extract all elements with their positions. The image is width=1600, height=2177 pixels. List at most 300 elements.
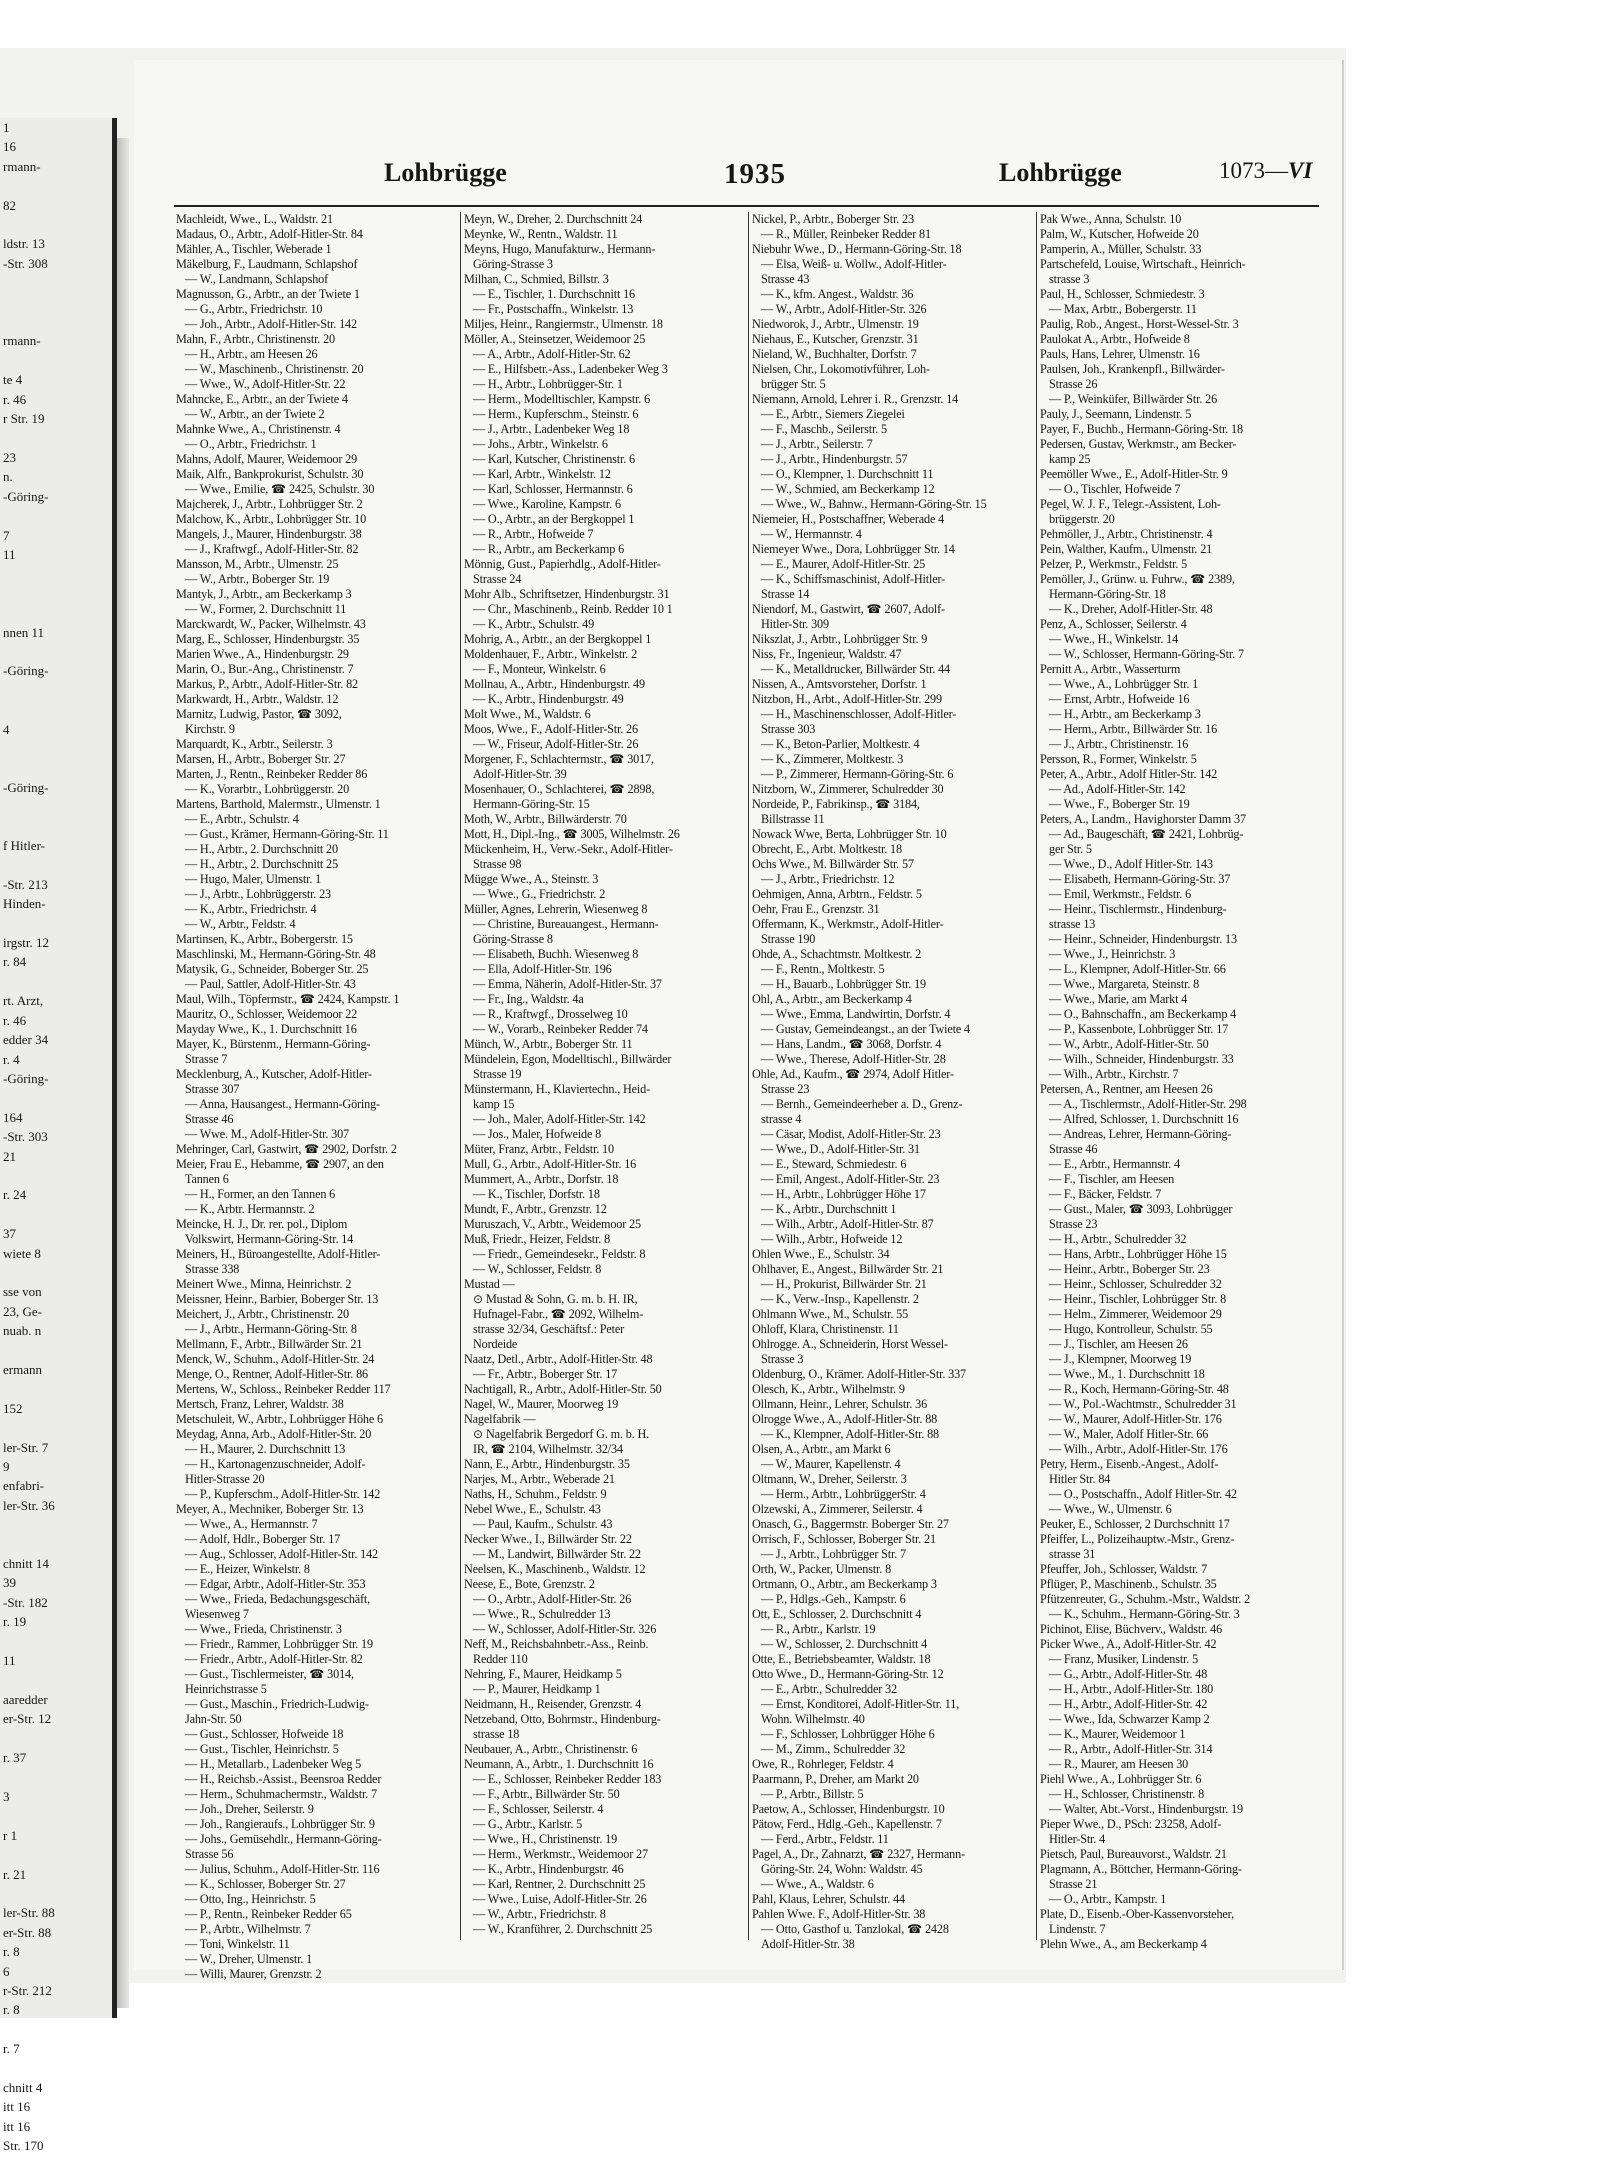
left-page-text-fragment: nnen 11 bbox=[3, 624, 45, 640]
left-page-text-fragment: 23 bbox=[3, 449, 16, 465]
directory-entry: — W., Maurer, Kapellenstr. 4 bbox=[761, 1457, 901, 1471]
directory-entry: Ohlmann Wwe., M., Schulstr. 55 bbox=[752, 1307, 909, 1321]
directory-entry: Pemöller, J., Grünw. u. Fuhrw., ☎ 2389, bbox=[1040, 572, 1235, 586]
left-page-text-fragment bbox=[0, 293, 112, 312]
directory-column-2 bbox=[464, 212, 746, 1952]
directory-entry: — Wwe., G., Friedrichstr. 2 bbox=[473, 887, 606, 901]
directory-entry-continuation: Strasse 3 bbox=[761, 1352, 804, 1366]
left-page-text-fragment bbox=[0, 1671, 112, 1690]
directory-entry: — Emil, Werkmstr., Feldstr. 6 bbox=[1049, 887, 1192, 901]
directory-entry: Nickel, P., Arbtr., Boberger Str. 23 bbox=[752, 212, 914, 226]
directory-entry: Peemöller Wwe., E., Adolf-Hitler-Str. 9 bbox=[1040, 467, 1228, 481]
directory-entry: Ohle, Ad., Kaufm., ☎ 2974, Adolf Hitler- bbox=[752, 1067, 954, 1081]
directory-entry: Mollnau, A., Arbtr., Hindenburgstr. 49 bbox=[464, 677, 645, 691]
directory-entry-continuation: Jahn-Str. 50 bbox=[185, 1712, 242, 1726]
directory-entry: — H., Arbtr., 2. Durchschnitt 25 bbox=[185, 857, 338, 871]
directory-entry: Marg, E., Schlosser, Hindenburgstr. 35 bbox=[176, 632, 360, 646]
directory-entry: — P., Arbtr., Billstr. 5 bbox=[761, 1787, 864, 1801]
directory-entry-continuation: Billstrasse 11 bbox=[761, 812, 825, 826]
directory-entry: — W., Arbtr., Adolf-Hitler-Str. 326 bbox=[761, 302, 927, 316]
left-page-text-fragment: r. 24 bbox=[3, 1187, 27, 1203]
left-page-text-fragment bbox=[0, 1845, 112, 1864]
directory-entry: Peter, A., Arbtr., Adolf Hitler-Str. 142 bbox=[1040, 767, 1218, 781]
directory-entry: Mayer, K., Bürstenm., Hermann-Göring- bbox=[176, 1037, 371, 1051]
page-number-suffix: VI bbox=[1288, 158, 1313, 183]
directory-entry: Nordeide, P., Fabrikinsp., ☎ 3184, bbox=[752, 797, 920, 811]
directory-entry: — Ad., Baugeschäft, ☎ 2421, Lohbrüg- bbox=[1049, 827, 1244, 841]
directory-entry-continuation: Hitler Str. 84 bbox=[1049, 1472, 1111, 1486]
directory-entry: — Paul, Kaufm., Schulstr. 43 bbox=[473, 1517, 613, 1531]
left-page-text-fragment: rmann- bbox=[3, 158, 41, 174]
directory-entry: — Wwe., A., Lohbrügger Str. 1 bbox=[1049, 677, 1199, 691]
directory-entry: — Ernst, Konditorei, Adolf-Hitler-Str. 11, bbox=[761, 1697, 960, 1711]
directory-entry-continuation: Strasse 26 bbox=[1049, 377, 1098, 391]
left-page-text-fragment: 164 bbox=[3, 1109, 23, 1125]
left-page-text-fragment: -Göring- bbox=[3, 1070, 49, 1086]
directory-entry: Pelzer, P., Werkmstr., Feldstr. 5 bbox=[1040, 557, 1188, 571]
directory-entry: — W., Maler, Adolf Hitler-Str. 66 bbox=[1049, 1427, 1209, 1441]
directory-entry: Machleidt, Wwe., L., Waldstr. 21 bbox=[176, 212, 333, 226]
directory-columns bbox=[176, 212, 1321, 1981]
directory-entry: Nagelfabrik — bbox=[464, 1412, 536, 1426]
directory-entry: Mecklenburg, A., Kutscher, Adolf-Hitler- bbox=[176, 1067, 372, 1081]
directory-entry: Malchow, K., Arbtr., Lohbrügger Str. 10 bbox=[176, 512, 367, 526]
directory-entry-continuation: IR, ☎ 2104, Wilhelmstr. 32/34 bbox=[473, 1442, 623, 1456]
left-page-text-fragment bbox=[0, 1205, 112, 1224]
directory-entry: — Heinr., Tischlermstr., Hindenburg- bbox=[1049, 902, 1227, 916]
directory-entry: Niendorf, M., Gastwirt, ☎ 2607, Adolf- bbox=[752, 602, 945, 616]
directory-entry: Picker Wwe., A., Adolf-Hitler-Str. 42 bbox=[1040, 1637, 1217, 1651]
directory-entry: Mosenhauer, O., Schlachterei, ☎ 2898, bbox=[464, 782, 655, 796]
directory-entry: ⊙ Mustad & Sohn, G. m. b. H. IR, bbox=[473, 1292, 638, 1306]
directory-entry: ⊙ Nagelfabrik Bergedorf G. m. b. H. bbox=[473, 1427, 649, 1441]
directory-entry: — H., Bauarb., Lohbrügger Str. 19 bbox=[761, 977, 926, 991]
directory-entry: Plate, D., Eisenb.-Ober-Kassenvorsteher, bbox=[1040, 1907, 1234, 1921]
directory-entry: — R., Arbtr., Karlstr. 19 bbox=[761, 1622, 876, 1636]
directory-entry: Pamperin, A., Müller, Schulstr. 33 bbox=[1040, 242, 1202, 256]
directory-entry: — Wilh., Arbtr., Hofweide 12 bbox=[761, 1232, 903, 1246]
directory-entry: — Johs., Gemüsehdlr., Hermann-Göring- bbox=[185, 1832, 382, 1846]
directory-entry: — E., Arbtr., Hermannstr. 4 bbox=[1049, 1157, 1181, 1171]
directory-entry: Pegel, W. J. F., Telegr.-Assistent, Loh- bbox=[1040, 497, 1221, 511]
directory-entry-continuation: Göring-Str. 24, Wohn: Waldstr. 45 bbox=[761, 1862, 923, 1876]
directory-entry: — J., Arbtr., Hindenburgstr. 57 bbox=[761, 452, 908, 466]
left-page-text-fragment bbox=[0, 914, 112, 933]
directory-entry: — J., Arbtr., Lohbrügger Str. 7 bbox=[761, 1547, 906, 1561]
directory-entry: — W., Landmann, Schlapshof bbox=[185, 272, 329, 286]
directory-entry: Marin, O., Bur.-Ang., Christinenstr. 7 bbox=[176, 662, 354, 676]
directory-entry: — H., Arbtr., Adolf-Hitler-Str. 42 bbox=[1049, 1697, 1208, 1711]
directory-entry: Nieland, W., Buchhalter, Dorfstr. 7 bbox=[752, 347, 917, 361]
directory-entry: Peuker, E., Schlosser, 2 Durchschnitt 17 bbox=[1040, 1517, 1230, 1531]
directory-entry: — Wwe., Frieda, Christinenstr. 3 bbox=[185, 1622, 342, 1636]
directory-entry: — F., Rentn., Moltkestr. 5 bbox=[761, 962, 885, 976]
directory-entry: — Alfred, Schlosser, 1. Durchschnitt 16 bbox=[1049, 1112, 1239, 1126]
directory-entry: — Julius, Schuhm., Adolf-Hitler-Str. 116 bbox=[185, 1862, 380, 1876]
directory-entry: — H., Kartonagenzuschneider, Adolf- bbox=[185, 1457, 366, 1471]
directory-entry: Paulig, Rob., Angest., Horst-Wessel-Str. 3 bbox=[1040, 317, 1239, 331]
directory-entry: — K., Zimmerer, Moltkestr. 3 bbox=[761, 752, 904, 766]
directory-entry: — J., Klempner, Moorweg 19 bbox=[1049, 1352, 1192, 1366]
directory-entry: — W., Arbtr., an der Twiete 2 bbox=[185, 407, 325, 421]
directory-entry: Neelsen, K., Maschinenb., Waldstr. 12 bbox=[464, 1562, 646, 1576]
directory-entry: — O., Arbtr., Kampstr. 1 bbox=[1049, 1892, 1167, 1906]
directory-entry: Partschefeld, Louise, Wirtschaft., Heinrich- bbox=[1040, 257, 1246, 271]
directory-entry: — Fr., Ing., Waldstr. 4a bbox=[473, 992, 584, 1006]
directory-entry: — J., Arbtr., Friedrichstr. 12 bbox=[761, 872, 895, 886]
book-gutter bbox=[117, 138, 129, 2008]
directory-entry: Marten, J., Rentn., Reinbeker Redder 86 bbox=[176, 767, 368, 781]
directory-entry: Ohlrogge. A., Schneiderin, Horst Wessel- bbox=[752, 1337, 948, 1351]
left-page-fragment bbox=[0, 118, 117, 2154]
left-page-text-fragment: chnitt 4 bbox=[3, 2080, 43, 2096]
left-page-text-fragment: -Göring- bbox=[3, 779, 49, 795]
left-page-text-fragment: 152 bbox=[3, 1400, 23, 1416]
directory-entry: Neidmann, H., Reisender, Grenzstr. 4 bbox=[464, 1697, 642, 1711]
directory-entry: Mönnig, Gust., Papierhdlg., Adolf-Hitler- bbox=[464, 557, 661, 571]
directory-entry: — P., Weinküfer, Billwärder Str. 26 bbox=[1049, 392, 1218, 406]
left-page-text-fragment bbox=[0, 758, 112, 777]
left-page-text-fragment: enfabri- bbox=[3, 1478, 45, 1494]
left-page-text-fragment bbox=[0, 506, 112, 525]
directory-entry: Moos, Wwe., F., Adolf-Hitler-Str. 26 bbox=[464, 722, 638, 736]
directory-entry: Niemeier, H., Postschaffner, Weberade 4 bbox=[752, 512, 945, 526]
directory-entry: — Karl, Arbtr., Winkelstr. 12 bbox=[473, 467, 611, 481]
directory-entry-continuation: Strasse 190 bbox=[761, 932, 816, 946]
directory-entry: Neff, M., Reichsbahnbetr.-Ass., Reinb. bbox=[464, 1637, 649, 1651]
left-page-text-fragment: r. 46 bbox=[3, 1012, 27, 1028]
directory-entry: — Herm., Arbtr., LohbrüggerStr. 4 bbox=[761, 1487, 926, 1501]
directory-entry: — Paul, Sattler, Adolf-Hitler-Str. 43 bbox=[185, 977, 356, 991]
directory-entry: Morgener, F., Schlachtermstr., ☎ 3017, bbox=[464, 752, 654, 766]
directory-entry: Mayday Wwe., K., 1. Durchschnitt 16 bbox=[176, 1022, 357, 1036]
directory-entry: — E., Arbtr., Schulstr. 4 bbox=[185, 812, 299, 826]
directory-entry: — Willi, Maurer, Grenzstr. 2 bbox=[185, 1967, 322, 1981]
directory-entry: — Wwe., J., Heinrichstr. 3 bbox=[1049, 947, 1176, 961]
directory-entry: — W., Schlosser, Feldstr. 8 bbox=[473, 1262, 602, 1276]
directory-entry: — Hans, Landm., ☎ 3068, Dorfstr. 4 bbox=[761, 1037, 942, 1051]
directory-entry: Pedersen, Gustav, Werkmstr., am Becker- bbox=[1040, 437, 1237, 451]
directory-entry: — A., Tischlermstr., Adolf-Hitler-Str. 298 bbox=[1049, 1097, 1247, 1111]
left-page-text-fragment bbox=[0, 312, 112, 331]
directory-entry: Obrecht, E., Arbt. Moltkestr. 18 bbox=[752, 842, 902, 856]
left-page-text-fragment bbox=[0, 817, 112, 836]
left-page-text-fragment: 82 bbox=[3, 197, 16, 213]
directory-entry: — O., Tischler, Hofweide 7 bbox=[1049, 482, 1181, 496]
directory-entry: — Heinr., Arbtr., Boberger Str. 23 bbox=[1049, 1262, 1210, 1276]
directory-entry: — Ella, Adolf-Hitler-Str. 196 bbox=[473, 962, 612, 976]
directory-entry-continuation: Strasse 303 bbox=[761, 722, 816, 736]
directory-entry: Penz, A., Schlosser, Seilerstr. 4 bbox=[1040, 617, 1187, 631]
directory-entry: — W., Arbtr., Adolf-Hitler-Str. 50 bbox=[1049, 1037, 1209, 1051]
left-page-text-fragment: 9 bbox=[3, 1459, 10, 1475]
directory-entry: — Herm., Schuhmachermstr., Waldstr. 7 bbox=[185, 1787, 377, 1801]
directory-entry-continuation: Hitler-Str. 4 bbox=[1049, 1832, 1106, 1846]
directory-entry: Pichinot, Elise, Büchverv., Waldstr. 46 bbox=[1040, 1622, 1223, 1636]
directory-entry-continuation: kamp 25 bbox=[1049, 452, 1091, 466]
directory-entry: Palm, W., Kutscher, Hofweide 20 bbox=[1040, 227, 1199, 241]
directory-entry-continuation: Adolf-Hitler-Str. 38 bbox=[761, 1937, 855, 1951]
directory-entry: Mügge Wwe., A., Steinstr. 3 bbox=[464, 872, 599, 886]
directory-entry: Moldenhauer, F., Arbtr., Winkelstr. 2 bbox=[464, 647, 638, 661]
directory-entry: — Wwe., Ida, Schwarzer Kamp 2 bbox=[1049, 1712, 1210, 1726]
left-page-text-fragment: er-Str. 88 bbox=[3, 1924, 52, 1940]
directory-entry: — Elisabeth, Hermann-Göring-Str. 37 bbox=[1049, 872, 1231, 886]
directory-entry: — Emma, Näherin, Adolf-Hitler-Str. 37 bbox=[473, 977, 662, 991]
directory-column-1 bbox=[176, 212, 458, 1981]
left-page-text-fragment: -Göring- bbox=[3, 488, 49, 504]
directory-entry: — H., Arbtr., Lohbrügger-Str. 1 bbox=[473, 377, 623, 391]
directory-entry: — W., Kranführer, 2. Durchschnitt 25 bbox=[473, 1922, 653, 1936]
directory-entry: — Karl, Kutscher, Christinenstr. 6 bbox=[473, 452, 635, 466]
directory-entry: Mahns, Adolf, Maurer, Weidemoor 29 bbox=[176, 452, 358, 466]
directory-entry-continuation: strasse 13 bbox=[1049, 917, 1096, 931]
directory-entry: — K., Schlosser, Boberger Str. 27 bbox=[185, 1877, 346, 1891]
left-page-text-fragment: r 1 bbox=[3, 1827, 18, 1843]
page-number-value: 1073— bbox=[1219, 158, 1288, 183]
directory-entry: — Aug., Schlosser, Adolf-Hitler-Str. 142 bbox=[185, 1547, 378, 1561]
directory-entry: — H., Reichsb.-Assist., Beensroa Redder bbox=[185, 1772, 382, 1786]
directory-entry: Niehaus, E., Kutscher, Grenzstr. 31 bbox=[752, 332, 919, 346]
directory-entry-continuation: strasse 32/34, Geschäftsf.: Peter bbox=[473, 1322, 625, 1336]
header-rule bbox=[174, 205, 1319, 207]
directory-entry: Nissen, A., Amtsvorsteher, Dorfstr. 1 bbox=[752, 677, 927, 691]
directory-entry: Pernitt A., Arbtr., Wasserturm bbox=[1040, 662, 1181, 676]
left-page-text-fragment: edder 34 bbox=[3, 1032, 49, 1048]
directory-entry: — Wwe., Emilie, ☎ 2425, Schulstr. 30 bbox=[185, 482, 375, 496]
directory-entry: Mehringer, Carl, Gastwirt, ☎ 2902, Dorfstr. 2 bbox=[176, 1142, 397, 1156]
left-page-text-fragment: -Str. 303 bbox=[3, 1129, 48, 1145]
directory-entry: — W., Arbtr., Feldstr. 4 bbox=[185, 917, 296, 931]
directory-entry: Pahl, Klaus, Lehrer, Schulstr. 44 bbox=[752, 1892, 905, 1906]
directory-entry-continuation: strasse 4 bbox=[761, 1112, 802, 1126]
directory-entry: — Fr., Postschaffn., Winkelstr. 13 bbox=[473, 302, 634, 316]
directory-entry: — Wilh., Arbtr., Adolf-Hitler-Str. 176 bbox=[1049, 1442, 1228, 1456]
directory-entry: — K., Arbtr., Schulstr. 49 bbox=[473, 617, 595, 631]
left-page-text-fragment: 39 bbox=[3, 1575, 16, 1591]
directory-entry-continuation: Lindenstr. 7 bbox=[1049, 1922, 1106, 1936]
directory-entry: Ohde, A., Schachtmstr. Moltkestr. 2 bbox=[752, 947, 922, 961]
directory-entry: Pietsch, Paul, Bureauvorst., Waldstr. 21 bbox=[1040, 1847, 1227, 1861]
directory-entry: — Wwe., D., Adolf-Hitler-Str. 31 bbox=[761, 1142, 920, 1156]
directory-entry: Pehmöller, J., Arbtr., Christinenstr. 4 bbox=[1040, 527, 1213, 541]
directory-entry: — F., Maschb., Seilerstr. 5 bbox=[761, 422, 887, 436]
directory-entry: — P., Kupferschm., Adolf-Hitler-Str. 142 bbox=[185, 1487, 381, 1501]
directory-entry-continuation: Strasse 23 bbox=[1049, 1217, 1098, 1231]
left-page-text-fragment bbox=[0, 1806, 112, 1825]
directory-entry-continuation: Hitler-Strasse 20 bbox=[185, 1472, 265, 1486]
directory-entry: — J., Arbtr., Ladenbeker Weg 18 bbox=[473, 422, 630, 436]
left-page-text-fragment bbox=[0, 797, 112, 816]
directory-entry: — Wwe., A., Hermannstr. 7 bbox=[185, 1517, 318, 1531]
directory-entry: Mahnke Wwe., A., Christinenstr. 4 bbox=[176, 422, 341, 436]
directory-entry: Mott, H., Dipl.-Ing., ☎ 3005, Wilhelmstr. 26 bbox=[464, 827, 680, 841]
directory-entry: — Wilh., Arbtr., Kirchstr. 7 bbox=[1049, 1067, 1179, 1081]
directory-entry: — Wwe., A., Waldstr. 6 bbox=[761, 1877, 874, 1891]
directory-entry: — H., Schlosser, Christinenstr. 8 bbox=[1049, 1787, 1205, 1801]
left-page-text-fragment: sse von bbox=[3, 1284, 42, 1300]
directory-entry: — R., Koch, Hermann-Göring-Str. 48 bbox=[1049, 1382, 1229, 1396]
left-page-text-fragment: f Hitler- bbox=[3, 838, 45, 854]
directory-entry: — Bernh., Gemeindeerheber a. D., Grenz- bbox=[761, 1097, 963, 1111]
directory-entry: Möller, A., Steinsetzer, Weidemoor 25 bbox=[464, 332, 646, 346]
directory-entry-continuation: Strasse 23 bbox=[761, 1082, 810, 1096]
directory-entry: Otte, E., Betriebsbeamter, Waldstr. 18 bbox=[752, 1652, 931, 1666]
left-page-text-fragment bbox=[0, 1768, 112, 1787]
directory-entry: Moth, W., Arbtr., Billwärderstr. 70 bbox=[464, 812, 627, 826]
directory-entry: — Joh., Dreher, Seilerstr. 9 bbox=[185, 1802, 314, 1816]
directory-entry: — H., Arbtr., Adolf-Hitler-Str. 180 bbox=[1049, 1682, 1214, 1696]
directory-entry: — K., Klempner, Adolf-Hitler-Str. 88 bbox=[761, 1427, 940, 1441]
directory-entry: Mustad — bbox=[464, 1277, 515, 1291]
directory-entry: — Friedr., Gemeindesekr., Feldstr. 8 bbox=[473, 1247, 646, 1261]
left-page-text-fragment: 23, Ge- bbox=[3, 1303, 42, 1319]
directory-entry: Payer, F., Buchb., Hermann-Göring-Str. 18 bbox=[1040, 422, 1243, 436]
left-page-text-fragment: irgstr. 12 bbox=[3, 935, 49, 951]
directory-entry: Ohloff, Klara, Christinenstr. 11 bbox=[752, 1322, 899, 1336]
left-page-text-fragment: r. 21 bbox=[3, 1866, 27, 1882]
directory-entry: Marsen, H., Arbtr., Boberger Str. 27 bbox=[176, 752, 346, 766]
directory-entry-continuation: Tannen 6 bbox=[185, 1172, 229, 1186]
directory-entry: — P., Maurer, Heidkamp 1 bbox=[473, 1682, 601, 1696]
directory-entry: Ochs Wwe., M. Billwärder Str. 57 bbox=[752, 857, 914, 871]
directory-entry: — Gustav, Gemeindeangst., an der Twiete 4 bbox=[761, 1022, 970, 1036]
directory-entry-continuation: ger Str. 5 bbox=[1049, 842, 1092, 856]
directory-entry: — Gust., Tischlermeister, ☎ 3014, bbox=[185, 1667, 354, 1681]
left-page-text-fragment: aaredder bbox=[3, 1691, 48, 1707]
directory-entry: — R., Arbtr., Adolf-Hitler-Str. 314 bbox=[1049, 1742, 1213, 1756]
directory-entry-continuation: Hufnagel-Fabr., ☎ 2092, Wilhelm- bbox=[473, 1307, 644, 1321]
directory-entry: Marckwardt, W., Packer, Wilhelmstr. 43 bbox=[176, 617, 366, 631]
directory-entry: — W., Vorarb., Reinbeker Redder 74 bbox=[473, 1022, 648, 1036]
directory-entry: — Heinr., Schlosser, Schulredder 32 bbox=[1049, 1277, 1222, 1291]
directory-entry: — J., Arbtr., Hermann-Göring-Str. 8 bbox=[185, 1322, 357, 1336]
left-page-text-fragment: -Str. 213 bbox=[3, 876, 48, 892]
directory-entry-continuation: Göring-Strasse 3 bbox=[473, 257, 553, 271]
directory-entry: — H., Former, an den Tannen 6 bbox=[185, 1187, 336, 1201]
directory-entry-continuation: Strasse 98 bbox=[473, 857, 522, 871]
directory-entry: Marquardt, K., Arbtr., Seilerstr. 3 bbox=[176, 737, 333, 751]
directory-entry: — R., Arbtr., Hofweide 7 bbox=[473, 527, 594, 541]
directory-entry-continuation: Strasse 46 bbox=[185, 1112, 234, 1126]
directory-entry: — K., Arbtr., Hindenburgstr. 46 bbox=[473, 1862, 624, 1876]
directory-entry: — Wwe., Marie, am Markt 4 bbox=[1049, 992, 1188, 1006]
directory-page bbox=[134, 60, 1344, 1981]
directory-entry: Pfeuffer, Joh., Schlosser, Waldstr. 7 bbox=[1040, 1562, 1208, 1576]
directory-entry: Ollmann, Heinr., Lehrer, Schulstr. 36 bbox=[752, 1397, 928, 1411]
directory-entry: — Hugo, Kontrolleur, Schulstr. 55 bbox=[1049, 1322, 1213, 1336]
directory-entry: Münch, W., Arbtr., Boberger Str. 11 bbox=[464, 1037, 633, 1051]
directory-entry: Paetow, A., Schlosser, Hindenburgstr. 10 bbox=[752, 1802, 945, 1816]
left-page-text-fragment: ler-Str. 7 bbox=[3, 1439, 49, 1455]
directory-entry: Miljes, Heinr., Rangiermstr., Ulmenstr. 18 bbox=[464, 317, 663, 331]
directory-entry: — K., Vorarbtr., Lohbrüggerstr. 20 bbox=[185, 782, 350, 796]
directory-entry: — J., Arbtr., Lohbrüggerstr. 23 bbox=[185, 887, 331, 901]
directory-entry: — Max, Arbtr., Bobergerstr. 11 bbox=[1049, 302, 1197, 316]
left-page-text-fragment bbox=[0, 972, 112, 991]
directory-entry: — A., Arbtr., Adolf-Hitler-Str. 62 bbox=[473, 347, 631, 361]
left-page-text-fragment bbox=[0, 351, 112, 370]
directory-entry-continuation: Strasse 338 bbox=[185, 1262, 240, 1276]
directory-entry: — P., Rentn., Reinbeker Redder 65 bbox=[185, 1907, 352, 1921]
directory-entry: — O., Bahnschaffn., am Beckerkamp 4 bbox=[1049, 1007, 1237, 1021]
directory-entry: Nikszlat, J., Arbtr., Lohbrügger Str. 9 bbox=[752, 632, 928, 646]
directory-entry: — E., Arbtr., Schulredder 32 bbox=[761, 1682, 897, 1696]
header-year: 1935 bbox=[724, 158, 786, 190]
left-page-text-fragment bbox=[0, 1535, 112, 1554]
directory-entry: — Gust., Maler, ☎ 3093, Lohbrügger bbox=[1049, 1202, 1233, 1216]
directory-entry: — P., Zimmerer, Hermann-Göring-Str. 6 bbox=[761, 767, 954, 781]
directory-entry: — Ernst, Arbtr., Hofweide 16 bbox=[1049, 692, 1190, 706]
directory-entry: — K., Arbtr. Hermannstr. 2 bbox=[185, 1202, 315, 1216]
left-page-text-fragment bbox=[0, 1166, 112, 1185]
directory-entry: Müller, Agnes, Lehrerin, Wiesenweg 8 bbox=[464, 902, 648, 916]
directory-entry: — Elsa, Weiß- u. Wollw., Adolf-Hitler- bbox=[761, 257, 947, 271]
directory-entry: Niebuhr Wwe., D., Hermann-Göring-Str. 18 bbox=[752, 242, 962, 256]
directory-entry: — K., Schuhm., Hermann-Göring-Str. 3 bbox=[1049, 1607, 1240, 1621]
directory-entry: — Ferd., Arbtr., Feldstr. 11 bbox=[761, 1832, 889, 1846]
directory-entry: — H., Arbtr., am Heesen 26 bbox=[185, 347, 318, 361]
left-page-text-fragment: r-Str. 212 bbox=[3, 1983, 52, 1998]
directory-entry: Plagmann, A., Böttcher, Hermann-Göring- bbox=[1040, 1862, 1242, 1876]
directory-entry: Markwardt, H., Arbtr., Waldstr. 12 bbox=[176, 692, 339, 706]
left-page-text-fragment: r. 7 bbox=[3, 2041, 20, 2057]
directory-entry: — Wwe., H., Winkelstr. 14 bbox=[1049, 632, 1179, 646]
directory-entry: — Herm., Modelltischler, Kampstr. 6 bbox=[473, 392, 651, 406]
directory-entry: — Gust., Tischler, Heinrichstr. 5 bbox=[185, 1742, 339, 1756]
directory-entry: Muß, Friedr., Heizer, Feldstr. 8 bbox=[464, 1232, 611, 1246]
directory-entry-continuation: Göring-Strasse 8 bbox=[473, 932, 553, 946]
directory-entry: Nebel Wwe., E., Schulstr. 43 bbox=[464, 1502, 601, 1516]
directory-entry-continuation: Adolf-Hitler-Str. 39 bbox=[473, 767, 567, 781]
directory-entry: — K., Beton-Parlier, Moltkestr. 4 bbox=[761, 737, 920, 751]
directory-entry: Pieper Wwe., D., PSch: 23258, Adolf- bbox=[1040, 1817, 1222, 1831]
left-page-text-fragment: n. bbox=[3, 469, 13, 485]
directory-entry: Majcherek, J., Arbtr., Lohbrügger Str. 2 bbox=[176, 497, 363, 511]
directory-entry: — G., Arbtr., Friedrichstr. 10 bbox=[185, 302, 323, 316]
directory-entry: — R., Kraftwgf., Drosselweg 10 bbox=[473, 1007, 628, 1021]
directory-entry: Pak Wwe., Anna, Schulstr. 10 bbox=[1040, 212, 1182, 226]
directory-entry: — P., Hdlgs.-Geh., Kampstr. 6 bbox=[761, 1592, 906, 1606]
directory-entry: Mahn, F., Arbtr., Christinenstr. 20 bbox=[176, 332, 335, 346]
left-page-text-fragment: Str. 170 bbox=[3, 2138, 44, 2154]
directory-entry: — Wwe., D., Adolf Hitler-Str. 143 bbox=[1049, 857, 1213, 871]
directory-entry-continuation: Nordeide bbox=[473, 1337, 518, 1351]
directory-entry: — K., Schiffsmaschinist, Adolf-Hitler- bbox=[761, 572, 946, 586]
directory-entry: — Walter, Abt.-Vorst., Hindenburgstr. 19 bbox=[1049, 1802, 1243, 1816]
directory-entry: Olsen, A., Arbtr., am Markt 6 bbox=[752, 1442, 891, 1456]
directory-entry: — Helm., Zimmerer, Weidemoor 29 bbox=[1049, 1307, 1222, 1321]
left-page-text-fragment: 37 bbox=[3, 1226, 16, 1242]
directory-entry: — Herm., Werkmstr., Weidemoor 27 bbox=[473, 1847, 648, 1861]
left-page-text-fragment: r. 84 bbox=[3, 954, 27, 970]
directory-entry-continuation: Hermann-Göring-Str. 18 bbox=[1049, 587, 1166, 601]
directory-entry: Niedworok, J., Arbtr., Ulmenstr. 19 bbox=[752, 317, 919, 331]
directory-entry: Nagel, W., Maurer, Moorweg 19 bbox=[464, 1397, 619, 1411]
left-page-text-fragment: r. 37 bbox=[3, 1750, 27, 1766]
directory-entry: Martens, Barthold, Malermstr., Ulmenstr. 1 bbox=[176, 797, 381, 811]
directory-entry: — H., Maschinenschlosser, Adolf-Hitler- bbox=[761, 707, 957, 721]
directory-entry: Neumann, A., Arbtr., 1. Durchschnitt 16 bbox=[464, 1757, 654, 1771]
directory-entry: Metschuleit, W., Arbtr., Lohbrügger Höhe 6 bbox=[176, 1412, 383, 1426]
directory-entry: Persson, R., Former, Winkelstr. 5 bbox=[1040, 752, 1197, 766]
directory-entry: — F., Schlosser, Seilerstr. 4 bbox=[473, 1802, 604, 1816]
directory-entry: Maschlinski, M., Hermann-Göring-Str. 48 bbox=[176, 947, 376, 961]
directory-entry: — Wwe., Emma, Landwirtin, Dorfstr. 4 bbox=[761, 1007, 951, 1021]
directory-entry: Molt Wwe., M., Waldstr. 6 bbox=[464, 707, 591, 721]
left-page-text-fragment: r. 4 bbox=[3, 1051, 20, 1067]
header-page-number bbox=[1219, 158, 1312, 184]
